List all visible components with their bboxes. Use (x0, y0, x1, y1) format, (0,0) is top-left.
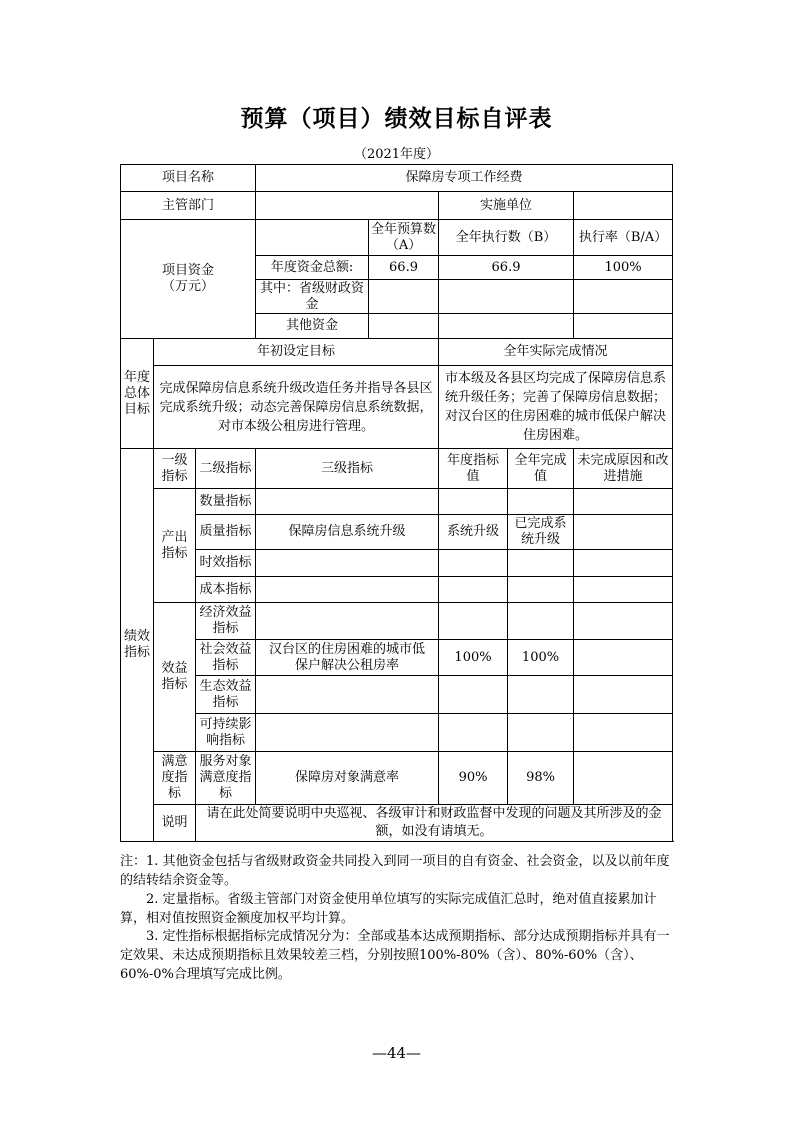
level2-cell: 可持续影响指标 (196, 714, 256, 752)
actual-cell: 已完成系统升级 (508, 515, 574, 550)
reason-cell (574, 603, 673, 640)
level2-cell: 时效指标 (196, 550, 256, 577)
reason-cell (574, 714, 673, 752)
form-year: （2021年度） (353, 147, 440, 162)
level3-cell: 保障房信息系统升级 (256, 515, 439, 550)
actual-cell (508, 676, 574, 714)
goals-actual-text: 市本级及各县区均完成了保障房信息系统升级任务；完善了保障房信息数据；对汉台区的住房困难的城市低保户解决住房困难。 (439, 366, 673, 449)
table-row (121, 752, 673, 805)
header-target: 年度指标值 (439, 449, 508, 489)
level1-satisfaction: 满意度指标 (154, 752, 196, 805)
form-title: 预算（项目）绩效目标自评表 (240, 105, 553, 132)
funds-provincial-budget (369, 280, 439, 314)
target-cell: 90% (439, 752, 508, 805)
actual-cell: 98% (508, 752, 574, 805)
table-row (121, 714, 673, 752)
level2-cell: 质量指标 (196, 515, 256, 550)
table-row (121, 577, 673, 603)
level3-cell (256, 714, 439, 752)
funds-provincial-rate (574, 280, 673, 314)
note-1: 注：1. 其他资金包括与省级财政资金共同投入到同一项目的自有资金、社会资金，以及以前年度的结转结余资金等。 (120, 854, 670, 888)
dept-value (256, 192, 439, 220)
funds-col-rate: 执行率（B/A） (574, 220, 673, 256)
impl-label: 实施单位 (439, 192, 574, 220)
funds-col-budget: 全年预算数（A） (369, 220, 439, 256)
impl-value (574, 192, 673, 220)
level2-cell: 数量指标 (196, 489, 256, 515)
level2-cell: 社会效益指标 (196, 640, 256, 676)
actual-cell (508, 714, 574, 752)
level3-cell: 保障房对象满意率 (256, 752, 439, 805)
funds-other-exec (439, 314, 574, 339)
actual-cell (508, 577, 574, 603)
goals-initial-header: 年初设定目标 (154, 339, 439, 366)
reason-cell (574, 676, 673, 714)
table-row (121, 640, 673, 676)
funds-provincial-exec (439, 280, 574, 314)
note-2: 2. 定量指标。省级主管部门对资金使用单位填写的实际完成值汇总时，绝对值直接累加计算，相对值按照资金额度加权平均计算。 (120, 892, 657, 926)
project-name-value: 保障房专项工作经费 (256, 165, 673, 192)
level3-cell (256, 550, 439, 577)
level3-cell (256, 603, 439, 640)
level3-cell (256, 577, 439, 603)
funds-label: 项目资金（万元） (121, 220, 256, 339)
target-cell: 100% (439, 640, 508, 676)
funds-other-rate (574, 314, 673, 339)
table-row (121, 515, 673, 550)
target-cell (439, 676, 508, 714)
goals-actual-header: 全年实际完成情况 (439, 339, 673, 366)
header-level2: 二级指标 (196, 449, 256, 489)
table-row (121, 550, 673, 577)
header-actual: 全年完成值 (508, 449, 574, 489)
funds-blank-header (256, 220, 369, 256)
funds-total-rate: 100% (574, 256, 673, 280)
target-cell: 系统升级 (439, 515, 508, 550)
remark-label: 说明 (154, 805, 196, 842)
reason-cell (574, 752, 673, 805)
level1-benefit: 效益指标 (154, 603, 196, 752)
indicators-section-label: 绩效指标 (121, 449, 154, 842)
project-name-label: 项目名称 (121, 165, 256, 192)
level2-cell: 服务对象满意度指标 (196, 752, 256, 805)
reason-cell (574, 515, 673, 550)
header-level1: 一级指标 (154, 449, 196, 489)
funds-other-label: 其他资金 (256, 314, 369, 339)
dept-label: 主管部门 (121, 192, 256, 220)
reason-cell (574, 550, 673, 577)
level2-cell: 生态效益指标 (196, 676, 256, 714)
funds-total-label: 年度资金总额: (256, 256, 369, 280)
funds-total-exec: 66.9 (439, 256, 574, 280)
level1-output: 产出指标 (154, 489, 196, 603)
target-cell (439, 489, 508, 515)
target-cell (439, 577, 508, 603)
goals-initial-text: 完成保障房信息系统升级改造任务并指导各县区完成系统升级；动态完善保障房信息系统数据，对市本级公租房进行管理。 (154, 366, 439, 449)
funds-total-budget: 66.9 (369, 256, 439, 280)
level2-cell: 成本指标 (196, 577, 256, 603)
page-number: —44— (371, 1044, 422, 1062)
level3-cell (256, 676, 439, 714)
level3-cell: 汉台区的住房困难的城市低保户解决公租房率 (256, 640, 439, 676)
reason-cell (574, 640, 673, 676)
actual-cell (508, 603, 574, 640)
table-row (121, 603, 673, 640)
funds-col-exec: 全年执行数（B） (439, 220, 574, 256)
remark-text: 请在此处简要说明中央巡视、各级审计和财政监督中发现的问题及其所涉及的金额，如没有请填无。 (196, 805, 673, 842)
actual-cell (508, 550, 574, 577)
target-cell (439, 603, 508, 640)
reason-cell (574, 577, 673, 603)
self-evaluation-table (120, 164, 673, 842)
target-cell (439, 714, 508, 752)
goals-label: 年度总体目标 (121, 339, 154, 449)
note-3: 3. 定性指标根据指标完成情况分为：全部或基本达成预期指标、部分达成预期指标并具有一定效果、未达成预期指标且效果较差三档，分别按照100%-80%（含）、80%-60%（含）、60%-0%合理填写完成比例。 (120, 929, 670, 982)
target-cell (439, 550, 508, 577)
actual-cell (508, 489, 574, 515)
table-row (121, 676, 673, 714)
funds-other-budget (369, 314, 439, 339)
table-row (121, 489, 673, 515)
header-reason: 未完成原因和改进措施 (574, 449, 673, 489)
header-level3: 三级指标 (256, 449, 439, 489)
actual-cell: 100% (508, 640, 574, 676)
level3-cell (256, 489, 439, 515)
funds-provincial-label: 其中：省级财政资金 (256, 280, 369, 314)
level2-cell: 经济效益指标 (196, 603, 256, 640)
reason-cell (574, 489, 673, 515)
